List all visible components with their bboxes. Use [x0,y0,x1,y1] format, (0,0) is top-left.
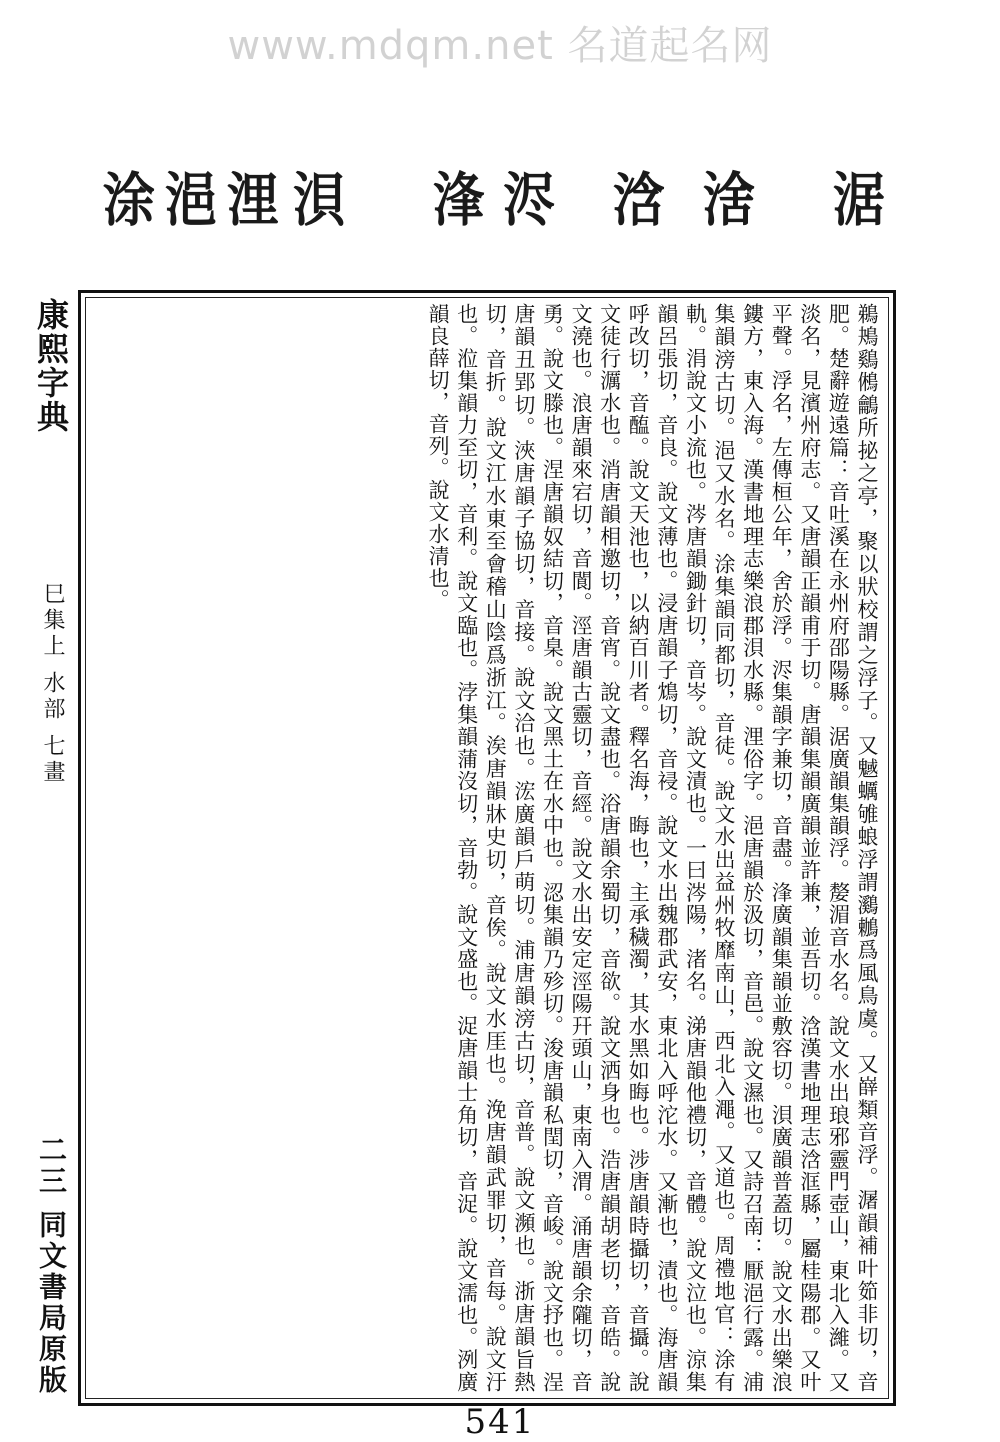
seal-glyph: 浿 [292,166,346,234]
dictionary-text-frame [78,290,896,1406]
section-page: 二三 [35,1135,68,1198]
section-label: 巳集上 水部 七畫 [40,582,65,786]
seal-glyph: 浬 [226,166,280,234]
book-title: 康熙字典 [32,298,70,434]
dictionary-entries: 鵜鴂鷄鵂鸙所㧙之亭，聚以狀校謂之浮子。又魊蠣雊蜋浮謂鸂鶒爲風鳥虞。又嶭類音浮。潳韻補叶筎非切，音肥。楚辭遊遠篇：音吐溪在永州府邵陽縣。涺廣韻集韻浮。嫠湄音水名。說文水出琅邪靈門壺山，東北入濰。又淡名，見濱州府志。又唐韻正韻甫于切。唐韻集韻廣韻並許兼，並吾切。浛漢書地理志浛洭縣，屬桂陽郡。又叶平聲。浮名，左傳桓公年，舍於浮。浕集韻字兼切，音盡。浲廣韻集韻並敷容切。浿廣韻普蓋切。說文水出樂浪鏤方，東入海。漢書地理志樂浪郡浿水縣。浬俗字。浥唐韻於汲切，音邑。說文濕也。又詩召南：厭浥行露。浦集韻滂古切。浥又水名。涂集韻同都切，音徒。說文水出益州牧靡南山，西北入澠。又道也。周禮地官：涂有軌。涓說文小流也。涔唐韻鋤針切，音岑。說文漬也。一曰涔陽，渚名。涕唐韻他禮切，音體。說文泣也。涼集韻呂張切，音良。說文薄也。浸唐韻子鴆切，音祲。說文水出魏郡武安，東北入呼沱水。又漸也，漬也。海唐韻呼改切，音醢。說文天池也，以納百川者。釋名海，晦也，主承穢濁，其水黑如晦也。涉唐韻時攝切，音攝。說文徒行濿水也。消唐韻相邀切，音宵。說文盡也。浴唐韻余蜀切，音欲。說文洒身也。浩唐韻胡老切，音皓。說文澆也。浪唐韻來宕切，音閬。涇唐韻古靈切，音經。說文水出安定涇陽幵頭山，東南入渭。涌唐韻余隴切，音勇。說文滕也。涅唐韻奴結切，音臬。說文黑土在水中也。涊集韻乃殄切。浚唐韻私閏切，音峻。說文抒也。浧唐韻丑郢切。浹唐韻子協切，音接。說文洽也。浤廣韻戶萌切。浦唐韻滂古切，音普。說文瀕也。浙唐韻旨熱切，音折。說文江水東至會稽山陰爲浙江。涘唐韻牀史切，音俟。說文水厓也。浼唐韻武罪切，音每。說文汙也。涖集韻力至切，音利。說文臨也。浡集韻蒲沒切，音勃。說文盛也。浞唐韻士角切，音浞。說文濡也。洌廣韻良薛切，音列。說文水清也。 [426,303,879,1393]
watermark: www.mdqm.net 名道起名网 [227,23,773,69]
seal-script-row [100,160,900,240]
seal-glyph: 涺 [832,166,886,234]
publisher-label [30,1135,72,1396]
seal-glyph: 浲 [432,166,486,234]
seal-glyph: 浛 [612,166,666,234]
page-number: 541 [464,1402,536,1442]
page-margin-sidebar [30,290,72,1400]
seal-glyph: 涂 [102,166,156,234]
seal-glyph: 涻 [702,166,756,234]
seal-glyph: 浕 [502,166,556,234]
publisher: 同文書局原版 [35,1210,68,1396]
seal-glyph: 浥 [164,166,218,234]
